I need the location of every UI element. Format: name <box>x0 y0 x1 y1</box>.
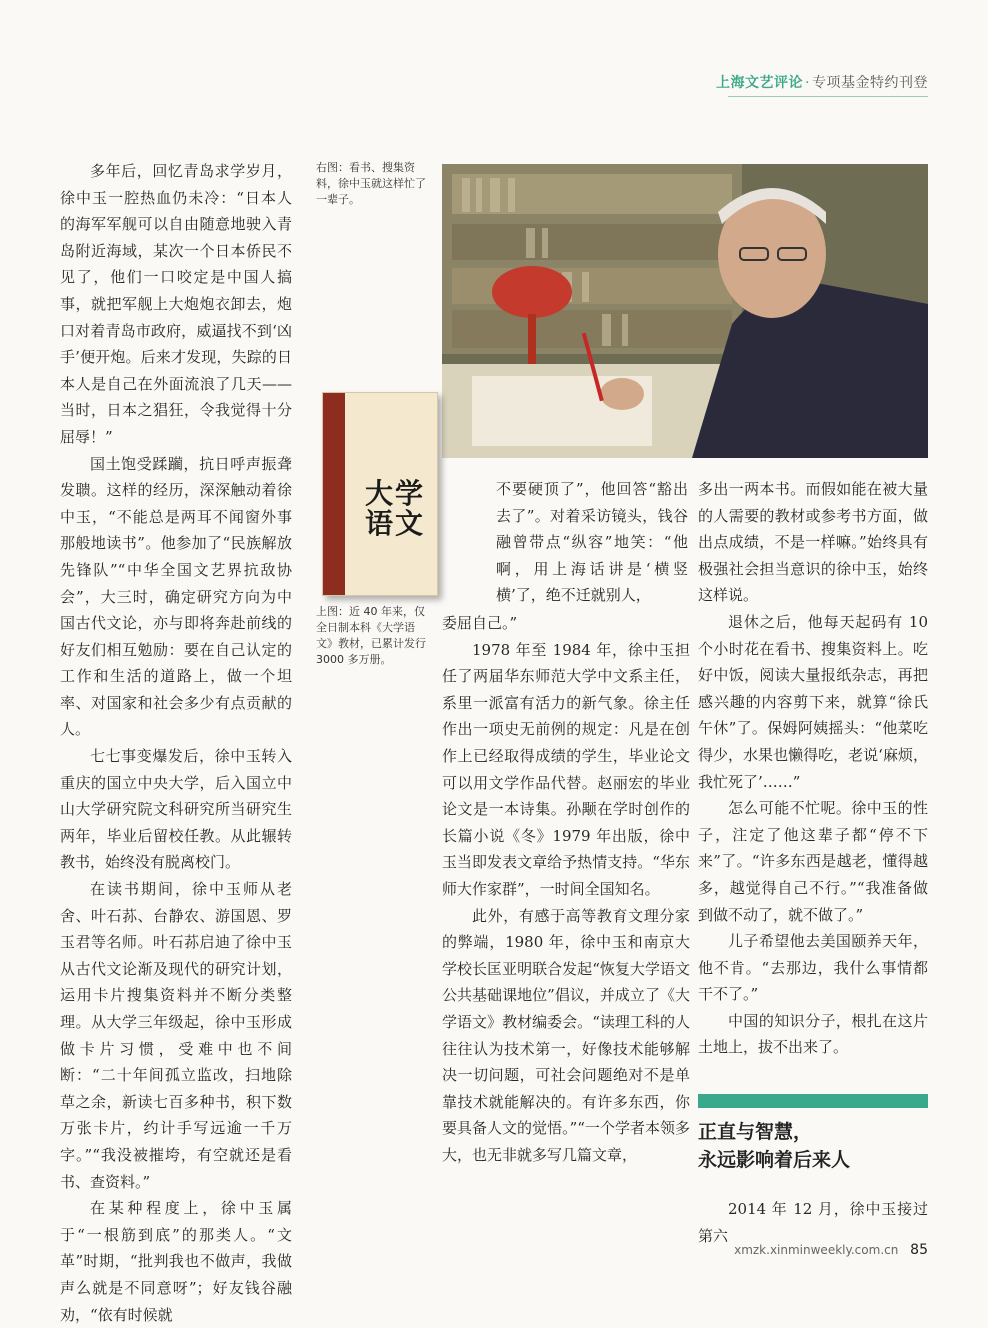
photo-caption-right: 右图：看书、搜集资料，徐中玉就这样忙了一辈子。 <box>316 161 426 206</box>
book-title-line: 语文 <box>364 507 425 540</box>
paragraph: 多出一两本书。而假如能在被大量的人需要的教材或参考书方面，做出点成绩，不是一样嘛。”始终具有极强社会担当意识的徐中玉，始终这样说。 <box>698 480 928 605</box>
footer-url: xmzk.xinminweekly.com.cn <box>734 1243 899 1257</box>
photo-caption-top: 上图：近 40 年来，仅全日制本科《大学语文》教材，已累计发行 3000 多万册。 <box>316 605 426 666</box>
header-brand <box>716 72 928 92</box>
paragraph: 此外，有感于高等教育文理分家的弊端，1980 年，徐中玉和南京大学校长匡亚明联合发起“恢复大学语文公共基础课地位”倡议，并成立了《大学语文》教材编委会。“读理工科的人往往认为技术第一，好像技术能够解决一切问题，可社会问题绝对不是单靠技术就能解决的。有许多东西，你要具备人文的觉悟。”“一个学者本领多大，也无非就多写几篇文章， <box>442 906 690 1164</box>
paragraph: 怎么可能不忙呢。徐中玉的性子，注定了他这辈子都“停不下来”了。“许多东西是越老，懂得越多，越觉得自己不行。”“我准备做到做不动了，就不做了。” <box>698 799 928 924</box>
page-number: 85 <box>910 1242 928 1258</box>
book-spine <box>323 393 345 595</box>
paragraph: 中国的知识分子，根扎在这片土地上，拔不出来了。 <box>698 1011 928 1057</box>
portrait-photo <box>442 164 928 458</box>
brand-name: 上海文艺评论 <box>716 75 804 91</box>
page-footer <box>734 1242 928 1258</box>
paragraph: 国土饱受蹂躏，抗日呼声振聋发聩。这样的经历，深深触动着徐中玉，“不能总是两耳不闻窗外事那般地读书”。他参加了“民族解放先锋队”“中华全国文艺界抗敌协会”，大三时，确定研究方向为中国古代文论，亦与即将奔赴前线的好友们相互勉励：要在自己认定的工作和生活的道路上，做一个坦率、对国家和社会多少有点贡献的人。 <box>60 454 292 739</box>
article-column-2-upper <box>496 476 688 609</box>
paragraph: 1978 年至 1984 年，徐中玉担任了两届华东师范大学中文系主任，系里一派富有活力的新气象。徐主任作出一项史无前例的规定：凡是在创作上已经取得成绩的学生，毕业论文可以用文学作品代替。赵丽宏的毕业论文是一本诗集。孙颙在学时创作的长篇小说《冬》1979 年出版，徐中玉当即发表文章给予热情支持。“华东师大作家群”，一时间全国知名。 <box>442 640 690 898</box>
paragraph: 儿子希望他去美国颐养天年，他不肯。“去那边，我什么事情都干不了。” <box>698 932 928 1004</box>
paragraph: 在读书期间，徐中玉师从老舍、叶石荪、台静农、游国恩、罗玉君等名师。叶石荪启迪了徐中玉从古代文论渐及现代的研究计划，运用卡片搜集资料并不断分类整理。从大学三年级起，徐中玉形成做卡片习惯，受难中也不间断：“二十年间孤立监改，扫地除草之余，新读七百多种书，积下数万张卡片，约计手写远逾一千万字。”“我没被摧垮，有空就还是看书、查资料。” <box>60 880 292 1191</box>
article-column-3 <box>698 476 928 1061</box>
paragraph: 不要硬顶了”，他回答“豁出去了”。对着采访镜头，钱谷融曾带点“纵容”地笑：“他啊，用上海话讲是‘横竖横’了，绝不迁就别人， <box>496 480 688 605</box>
paragraph: 委屈自己。” <box>442 614 518 632</box>
paragraph: 退休之后，他每天起码有 10 个小时花在看书、搜集资料上。吃好中饭，阅读大量报纸杂志，再把感兴趣的内容剪下来，就算“徐氏午休”了。保姆阿姨摇头：“他菜吃得少，水果也懒得吃，老说‘麻烦，我忙死了’……” <box>698 612 928 791</box>
textbook-cover <box>322 392 438 596</box>
paragraph: 在某种程度上，徐中玉属于“一根筋到底”的那类人。“文革”时期，“批判我也不做声，我做声么就是不同意呀”；好友钱谷融劝，“依有时候就 <box>60 1199 292 1324</box>
article-column-2-lower <box>442 610 690 1168</box>
brand-separator: · <box>805 75 810 91</box>
paragraph: 多年后，回忆青岛求学岁月，徐中玉一腔热血仍未冷：“日本人的海军军舰可以自由随意地驶入青岛附近海域，某次一个日本侨民不见了，他们一口咬定是中国人搞事，就把军舰上大炮炮衣卸去，炮口对着青岛市政府，威逼找不到‘凶手’便开炮。后来才发现，失踪的日本人是自己在外面流浪了几天——当时，日本之猖狂，令我觉得十分屈辱！” <box>60 162 292 446</box>
header-rule <box>728 96 928 97</box>
book-title-line: 大学 <box>364 477 425 510</box>
section-accent-bar <box>698 1094 928 1108</box>
section-heading <box>698 1118 928 1174</box>
section-heading-line: 永远影响着后来人 <box>698 1149 851 1171</box>
brand-suffix: 专项基金特约刊登 <box>812 75 928 91</box>
paragraph: 2014 年 12 月，徐中玉接过第六 <box>698 1200 928 1245</box>
article-column-1 <box>60 158 292 1328</box>
paragraph: 七七事变爆发后，徐中玉转入重庆的国立中央大学，后入国立中山大学研究院文科研究所当研究生两年，毕业后留校任教。从此辗转教书，始终没有脱离校门。 <box>60 747 292 872</box>
section-heading-line: 正直与智慧， <box>698 1121 813 1143</box>
portrait-photo-illustration <box>442 164 928 458</box>
book-title <box>365 479 425 539</box>
